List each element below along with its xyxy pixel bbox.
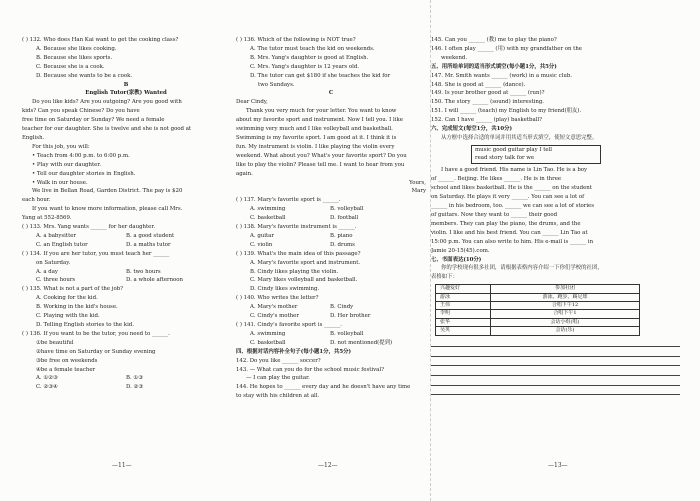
letter-greeting: Dear Cindy, xyxy=(236,99,268,106)
option-b: B. Working in the kid's house. xyxy=(36,304,118,311)
letter-line: like to play the violin? Please tell me. I want to hear from you xyxy=(236,161,405,168)
statement: ②have time on Saturday or Sunday evening xyxy=(36,348,156,355)
passage-line: • Teach from 4:00 p.m. to 6:00 p.m. xyxy=(32,152,130,159)
letter-line: Swimming is my favorite sport. I am good at it. I think it is xyxy=(236,134,397,141)
option-row xyxy=(236,312,426,321)
question-continuation: on Saturday. xyxy=(36,259,71,266)
letter-line: fun. My instrument is violin. I like playing the violin every xyxy=(236,143,395,150)
passage-line: I have a good friend. His name is Lin Tao. He is a boy xyxy=(441,167,588,174)
table-cell: 合唱下午12 xyxy=(491,302,640,310)
table-cell: 游泳 xyxy=(436,293,491,301)
passage-line: of ______. Beijing. He likes ______. He is in three xyxy=(431,176,562,183)
instruction: 从方框中选择合适的单词并用其适当形式填空，使短文意思完整。 xyxy=(441,134,598,141)
table-cell: 张华 xyxy=(436,318,491,326)
passage-line: English. xyxy=(22,134,45,141)
option-c: C. three hours xyxy=(36,277,76,284)
fill-line: 151. I will ______ (teach) my English to my friend(朋友). xyxy=(431,108,582,115)
option: D. Because she wants to be a cook. xyxy=(36,72,133,79)
table-row xyxy=(436,327,640,335)
question-141: ( ) 141. Cindy's favorite sport is ______. xyxy=(236,322,343,328)
word-box-row: music good guitar play I tell xyxy=(475,146,553,153)
section-heading: 四、根据对话内容补全句子(每小题1分，共5分) xyxy=(236,348,352,355)
option-a: A. The tutor must teach the kid on weekends. xyxy=(250,45,375,52)
passage-line: Jamie 20-15(45).com. xyxy=(431,247,490,254)
table-row xyxy=(436,310,640,318)
option-a: A. Cooking for the kid. xyxy=(36,295,98,302)
page-number: —11— xyxy=(112,462,132,469)
option-row xyxy=(22,383,230,392)
option-c: C. Playing with the kid. xyxy=(36,313,100,320)
letter-line: about my favorite sport and instrument. Now I tell you. I like xyxy=(236,117,403,124)
table-cell: 参加社团 xyxy=(491,285,640,293)
fill-line: 142. Do you like ______ soccer? xyxy=(236,357,321,364)
fill-line: 143. — What can you do for the school music festival? xyxy=(236,366,385,373)
option-row xyxy=(236,214,426,223)
option-b: B. volleyball xyxy=(330,330,364,337)
question-138: ( ) 138. Mary's favorite instrument is ______. xyxy=(236,224,357,231)
table-row xyxy=(436,302,640,310)
instruction: 表格如下： xyxy=(431,274,458,281)
section-letter: C xyxy=(328,90,334,97)
option-b: B. Cindy xyxy=(330,304,354,311)
option-a: A. Mary's favorite sport and instrument. xyxy=(250,259,361,266)
question-139: ( ) 139. What's the main idea of this passage? xyxy=(236,250,361,257)
fill-line: 147. Mr. Smith wants ______ (work) in a music club. xyxy=(431,72,573,79)
option-row xyxy=(236,303,426,312)
option-d: D. a maths tutor xyxy=(126,241,171,248)
fill-line: 144. He hopes to ______ every day and he doesn't have any time xyxy=(236,384,411,391)
option-row xyxy=(236,232,426,241)
fill-line: weekend. xyxy=(441,54,468,61)
letter-line: weekend. What about you? What's your favorite sport? Do you xyxy=(236,152,407,159)
question-stem: ( ) 136. Which of the following is NOT true? xyxy=(236,37,356,43)
option: A. Because she likes cooking. xyxy=(36,45,117,52)
table-cell: 吴英 xyxy=(436,327,491,335)
word-box xyxy=(471,145,601,165)
page-number: —12— xyxy=(318,462,338,469)
section-heading: 五、用所给单词的适当形式填空(每小题1分，共5分) xyxy=(431,63,557,70)
option-d: D. The tutor can get $180 if she teaches the kid for xyxy=(250,72,391,79)
table-cell: 李明 xyxy=(436,310,491,318)
writing-line[interactable] xyxy=(431,338,680,348)
passage-line: We live in Bellan Road, Garden District. The pay is $20 xyxy=(32,188,183,195)
column-right xyxy=(431,36,686,395)
question-137: ( ) 137. Mary's favorite sport is ______. xyxy=(236,197,341,204)
option-d: D. football xyxy=(330,215,359,222)
passage-line: kids? Can you speak Chinese? Do you have xyxy=(22,108,140,115)
passage-line: Yang at 552-8569. xyxy=(22,215,72,222)
passage-line: members. They can play the piano, the drums, and the xyxy=(431,220,581,227)
option-row xyxy=(22,232,230,241)
passage-title: English Tutor(家教) Wanted xyxy=(85,90,167,97)
option-a: A. swimming xyxy=(250,330,286,337)
writing-line[interactable] xyxy=(431,386,680,396)
option: B. Because she likes sports. xyxy=(36,54,113,61)
option-d: D. Her brother xyxy=(330,313,371,320)
question-135: ( ) 135. What is not a part of the job? xyxy=(22,286,124,293)
passage-line: • Play with our daughter. xyxy=(32,161,102,168)
option-d-cont: two Sundays. xyxy=(258,81,295,88)
option-a: A. ①②③ xyxy=(36,375,58,382)
table-cell: 会话小组(唱) xyxy=(491,318,640,326)
letter-line: Thank you very much for your letter. You want to know xyxy=(246,108,397,115)
clubs-table xyxy=(435,284,640,335)
writing-line[interactable] xyxy=(431,347,680,357)
option-c: C. basketball xyxy=(250,339,286,346)
option-a: A. Mary's mother xyxy=(250,304,298,311)
fill-line: 152. Can I have ______ (play) basketball? xyxy=(431,117,543,124)
question-140: ( ) 140. Who writes the letter? xyxy=(236,295,319,302)
fill-line: 146. I often play ______ (用) with my grandfather on the xyxy=(431,45,582,52)
section-heading: 七、书面表达(10分) xyxy=(431,256,482,263)
option: C. Because she is a cook. xyxy=(36,63,105,70)
option-row xyxy=(22,276,230,285)
question-133: ( ) 133. Mrs. Yang wants ______ for her daughter. xyxy=(22,224,156,231)
option-d: D. Telling English stories to the kid. xyxy=(36,322,134,328)
letter-closing: Yours, xyxy=(409,179,426,186)
writing-line[interactable] xyxy=(431,366,680,376)
question-136: ( ) 136. If you want to be the tutor, you need to ______. xyxy=(22,330,170,337)
passage-line: For this job, you will: xyxy=(32,143,90,150)
option-c: C. ②③④ xyxy=(36,384,58,391)
instruction: 你的学校现有很多社团，请根据表格内容介绍一下你们学校的社团， xyxy=(441,265,603,272)
passage-line: on Saturday. He plays it very ______. You can see a lot of xyxy=(431,194,585,201)
fill-line: 149. Is your brother good at ______ (run)? xyxy=(431,90,545,97)
option-b: B. piano xyxy=(330,232,353,239)
option-d: D. ②③ xyxy=(126,384,144,391)
option-c: C. violin xyxy=(250,241,273,248)
option-row xyxy=(22,374,230,383)
option-b: B. two hours xyxy=(126,268,161,275)
option-d: D. Cindy likes swimming. xyxy=(250,286,320,293)
passage-line: teacher for our daughter. She is twelve and she is not good at xyxy=(22,126,192,133)
option-row xyxy=(22,268,230,277)
column-left xyxy=(22,36,230,392)
letter-line: again. xyxy=(236,170,253,177)
table-row xyxy=(436,318,640,326)
table-cell: 王伟 xyxy=(436,302,491,310)
fill-line: 150. The story ______ (sound) interesting. xyxy=(431,99,545,106)
option-row xyxy=(236,339,426,348)
option-b: B. a good student xyxy=(126,232,175,239)
option-c: C. Mrs. Yang's daughter is 12 years old. xyxy=(250,63,360,70)
fill-line: 148. She is good at ______ (dance). xyxy=(431,81,526,88)
page-number: —13— xyxy=(548,462,568,469)
fill-line: 145. Can you ______ (教) me to play the piano? xyxy=(431,37,557,43)
option-d: D. drums xyxy=(330,241,355,248)
passage-line: • Tell our daughter stories in English. xyxy=(32,170,136,177)
table-cell: 合唱下午1 xyxy=(491,310,640,318)
option-c: C. basketball xyxy=(250,215,286,222)
option-a: A. a babysitter xyxy=(36,232,76,239)
column-middle xyxy=(236,36,426,401)
option-b: B. Mrs. Yang's daughter is good at English. xyxy=(250,54,369,61)
passage-line: of guitars. Now they want to ______ their good xyxy=(431,212,558,218)
statement: ④be a female teacher xyxy=(36,366,96,373)
option-b: B. volleyball xyxy=(330,206,364,213)
writing-line[interactable] xyxy=(431,376,680,386)
option-b: B. ①③ xyxy=(126,375,144,382)
statement: ①be beautiful xyxy=(36,339,74,346)
option-c: C. Cindy's mother xyxy=(250,313,299,320)
question-134: ( ) 134. If you are her tutor, you must teach her ______ xyxy=(22,250,170,257)
option-a: A. guitar xyxy=(250,232,274,239)
section-letter: B xyxy=(123,81,129,88)
letter-signature: Mary xyxy=(411,188,426,195)
passage-line: school and likes basketball. He is the ______ on the student xyxy=(431,185,592,192)
question-stem: ( ) 132. Who does Han Kai want to get the cooking class? xyxy=(22,37,179,43)
passage-line: • Walk in our house. xyxy=(32,179,88,186)
table-cell: 会话(乐) xyxy=(491,327,640,335)
passage-line: free time on Saturday or Sunday? We need a female xyxy=(22,117,165,124)
option-a: A. a day xyxy=(36,268,58,275)
letter-line: swimming very much and I like volleyball and basketball. xyxy=(236,126,393,133)
passage-line: ______ in his bedroom, too. ______ we can see a lot of stories xyxy=(431,203,595,210)
fill-line: — I can play the guitar. xyxy=(246,375,310,382)
option-row xyxy=(236,241,426,250)
section-heading: 六、完成短文(每空1分，共10分) xyxy=(431,126,513,133)
option-c: C. an English tutor xyxy=(36,241,88,248)
table-row xyxy=(436,285,640,293)
option-d: D. not mentioned(提到) xyxy=(330,339,393,346)
word-box-row: read story talk for we xyxy=(475,154,535,161)
passage-line: Do you like kids? Are you outgoing? Are you good with xyxy=(32,99,182,106)
table-row xyxy=(436,293,640,301)
option-row xyxy=(22,241,230,250)
fill-line: to stay with his children at all. xyxy=(236,393,320,400)
option-b: B. Cindy likes playing the violin. xyxy=(250,268,339,275)
table-cell: 游泳、跑步、踢足球 xyxy=(491,293,640,301)
writing-line[interactable] xyxy=(431,357,680,367)
option-row xyxy=(236,330,426,339)
passage-line: 15:00 p.m. You can also write to him. His e-mail is ______ in xyxy=(431,238,594,245)
passage-line: If you want to know more information, please call Mrs. xyxy=(32,206,183,213)
option-d: D. a whole afternoon xyxy=(126,277,184,284)
statement: ③be free on weekends xyxy=(36,357,98,364)
option-c: C. Mary likes volleyball and basketball. xyxy=(250,277,358,284)
passage-line: violin. I like and his best friend. You can ______ Lin Tao at xyxy=(431,229,588,236)
option-row xyxy=(236,205,426,214)
passage-line: each hour. xyxy=(22,197,51,204)
table-cell: 兴趣爱好 xyxy=(436,285,491,293)
option-a: A. swimming xyxy=(250,206,286,213)
